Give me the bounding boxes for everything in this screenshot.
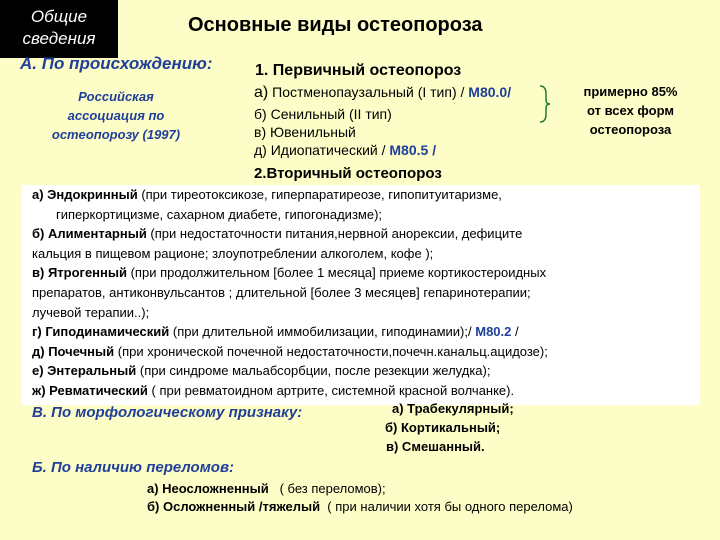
secondary-line [32, 322, 548, 342]
secondary-title: 2.Вторичный остеопороз [254, 165, 442, 182]
secondary-line [32, 185, 548, 205]
note-line: примерно 85% [583, 84, 678, 99]
association-line: остеопорозу (1997) [51, 127, 181, 142]
item-text: Постменопаузальный (I тип) / [272, 84, 469, 100]
secondary-line [32, 381, 548, 401]
line-text: препаратов, антиконвульсантов ; длительной [более 3 месяцев] гепаринотерапии; [32, 284, 531, 300]
line-text: гиперкортицизме, сахарном диабете, гипогонадизме); [56, 206, 383, 222]
association-source [26, 87, 206, 144]
primary-item [254, 124, 356, 140]
share-note [558, 82, 703, 139]
item-label: б) Осложненный /тяжелый [147, 499, 321, 514]
line-label: Почечный [48, 343, 115, 359]
line-tail: / [511, 324, 519, 340]
line-text: (при длительной иммобилизации, гиподинамии);/ [169, 324, 476, 340]
secondary-line [32, 263, 548, 283]
page-title: Основные виды остеопороза [188, 14, 483, 36]
item-marker: б) [254, 106, 267, 122]
item-text: Ювенильный [270, 124, 356, 140]
fracture-item [147, 499, 573, 514]
item-text: ( без переломов); [268, 481, 386, 496]
icd-code: М80.5 / [389, 142, 437, 158]
line-label: Гиподинамический [45, 324, 170, 340]
line-text: (при синдроме мальабсорбции, после резекции желудка); [136, 363, 491, 379]
line-text: (при продолжительном [более 1 месяца] приеме кортикостероидных [126, 265, 547, 281]
item-marker: а) [254, 84, 269, 101]
section-a-heading: А. По происхождению: [20, 54, 213, 73]
association-line: Российская [78, 89, 154, 104]
line-label: Эндокринный [47, 187, 138, 202]
secondary-line [32, 205, 548, 225]
secondary-line [32, 224, 548, 244]
item-text: Идиопатический / [270, 142, 390, 158]
primary-item [254, 106, 392, 122]
primary-item [254, 142, 436, 158]
association-line: ассоциация по [67, 108, 165, 123]
item-label: а) Неосложненный [147, 481, 269, 496]
note-line: от всех форм [587, 103, 674, 118]
line-marker: в) [32, 265, 48, 281]
line-marker: д) [32, 343, 49, 359]
secondary-line [32, 244, 548, 264]
secondary-line [32, 283, 548, 303]
item-marker: д) [254, 142, 267, 158]
line-marker: а) [32, 187, 48, 202]
section-c-heading: Б. По наличию переломов: [32, 459, 235, 476]
primary-title: 1. Первичный остеопороз [255, 62, 462, 79]
line-text: лучевой терапии..); [32, 304, 150, 320]
tab-label-line1: Общие [30, 7, 88, 26]
icd-code: М80.0/ [468, 84, 512, 100]
line-text: (при тиреотоксикозе, гиперпаратиреозе, гипопитуитаризме, [137, 187, 502, 202]
line-label: Алиментарный [47, 226, 147, 242]
line-label: Ревматический [49, 382, 148, 398]
morph-item: а) Трабекулярный; [392, 401, 514, 416]
secondary-list [32, 185, 548, 401]
morph-item: б) Кортикальный; [385, 420, 501, 435]
line-text: кальция в пищевом рационе; злоупотреблении алкоголем, кофе ); [32, 245, 434, 261]
line-marker: ж) [32, 382, 50, 398]
secondary-line [32, 303, 548, 323]
item-text: Сенильный (II тип) [270, 106, 392, 122]
line-text: (при хронической почечной недостаточности,почечн.канальц.ацидозе); [114, 343, 548, 359]
item-text: ( при наличии хотя бы одного перелома) [320, 499, 573, 514]
line-label: Энтеральный [47, 363, 137, 379]
icd-code: М80.2 [475, 324, 512, 340]
primary-item [254, 84, 511, 102]
secondary-line [32, 342, 548, 362]
general-info-tab[interactable] [0, 0, 118, 58]
line-label: Ятрогенный [47, 265, 127, 281]
morph-item: в) Смешанный. [386, 439, 485, 454]
line-text: ( при ревматоидном артрите, системной красной волчанке). [147, 382, 515, 398]
line-marker: г) [32, 324, 46, 340]
brace-icon [538, 84, 552, 124]
item-marker: в) [254, 124, 267, 140]
note-line: остеопороза [589, 122, 672, 137]
line-text: (при недостаточности питания,нервной анорексии, дефиците [146, 226, 523, 242]
secondary-line [32, 361, 548, 381]
tab-label-line2: сведения [22, 29, 96, 48]
section-b-heading: В. По морфологическому признаку: [32, 404, 303, 421]
line-marker: б) [32, 226, 48, 242]
fracture-item [147, 481, 386, 496]
line-marker: е) [32, 363, 48, 379]
